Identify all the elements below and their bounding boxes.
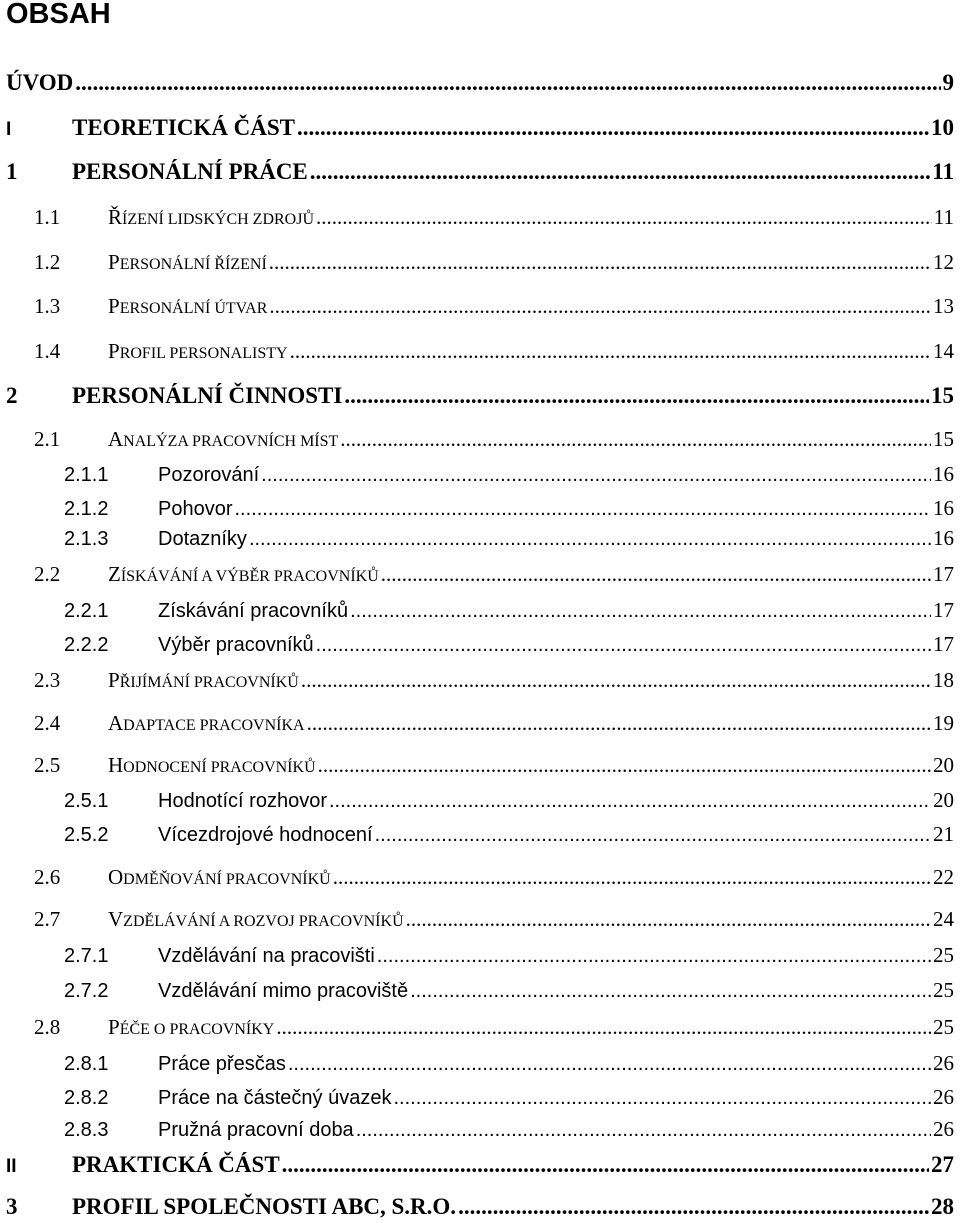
toc-entry-page-number: 10 xyxy=(931,115,954,140)
toc-entry-number: 2.8.1 xyxy=(64,1053,109,1075)
toc-entry[interactable] xyxy=(0,459,960,489)
toc-entry-title-initial: O xyxy=(108,865,124,889)
toc-entry-page-number: 11 xyxy=(932,159,954,184)
toc-entry-number: II xyxy=(6,1156,17,1177)
toc-entry-title-initial: Ř xyxy=(108,205,123,229)
toc-entry-title xyxy=(108,291,267,324)
toc-entry-title-initial: H xyxy=(108,753,124,777)
dot-leader xyxy=(333,862,931,892)
dot-leader xyxy=(406,904,931,934)
toc-entry-page-number: 11 xyxy=(933,205,954,229)
dot-leader xyxy=(316,630,931,660)
toc-entry-title-initial: P xyxy=(108,1015,120,1039)
dot-leader xyxy=(356,1115,931,1145)
toc-entry-title xyxy=(108,336,288,369)
toc-entry-number: 1.4 xyxy=(34,339,61,363)
toc-entry-page-number: 15 xyxy=(933,427,954,451)
dot-leader xyxy=(301,665,931,695)
toc-entry-number: 2.8.2 xyxy=(64,1087,109,1109)
toc-entry[interactable] xyxy=(0,595,960,625)
toc-entry-number: 3 xyxy=(6,1194,18,1219)
toc-entry-number: 2.5.2 xyxy=(64,824,109,846)
dot-leader xyxy=(344,381,929,411)
toc-entry-number: 2 xyxy=(6,383,18,408)
dot-leader xyxy=(310,157,930,187)
dot-leader xyxy=(249,524,931,554)
toc-entry-title: Pružná pracovní doba xyxy=(158,1119,354,1141)
dot-leader xyxy=(377,941,931,971)
toc-entry-number: 2.6 xyxy=(34,865,61,889)
toc-entry-title: Pozorování xyxy=(158,464,260,486)
toc-entry-title xyxy=(108,750,316,783)
toc-entry[interactable] xyxy=(0,819,960,849)
toc-entry[interactable] xyxy=(0,665,960,695)
toc-entry[interactable] xyxy=(0,336,960,366)
toc-entry-page-number: 19 xyxy=(933,711,954,735)
dot-leader xyxy=(340,424,931,454)
toc-entry-number: 2.7.2 xyxy=(64,980,109,1002)
toc-entry[interactable] xyxy=(0,202,960,232)
dot-leader xyxy=(75,68,940,98)
toc-entry-page-number: 12 xyxy=(933,250,954,274)
toc-entry-title-rest: ERSONÁLNÍ ÚTVAR xyxy=(119,300,268,317)
toc-entry-title xyxy=(108,247,267,280)
toc-entry[interactable] xyxy=(0,291,960,321)
toc-entry-number: 2.2 xyxy=(34,562,61,586)
toc-entry-page-number: 25 xyxy=(933,1015,954,1039)
toc-entry[interactable] xyxy=(0,862,960,892)
toc-entry-page-number: 16 xyxy=(933,526,954,550)
dot-leader xyxy=(276,1012,931,1042)
toc-entry[interactable] xyxy=(0,1114,960,1144)
toc-entry-title: TEORETICKÁ ČÁST xyxy=(72,115,296,140)
toc-entry-number: 2.8 xyxy=(34,1015,61,1039)
toc-entry-title xyxy=(108,862,331,895)
toc-entry-number: 2.7.1 xyxy=(64,945,109,967)
toc-entry-number: 2.8.3 xyxy=(64,1119,109,1141)
toc-entry-title: Pohovor xyxy=(158,498,233,520)
dot-leader xyxy=(269,291,931,321)
toc-entry-title: Získávání pracovníků xyxy=(158,600,349,622)
toc-entry[interactable] xyxy=(0,1012,960,1042)
toc-entry[interactable] xyxy=(0,424,960,454)
toc-entry[interactable] xyxy=(0,1150,960,1180)
dot-leader xyxy=(329,786,931,816)
toc-entry-page-number: 26 xyxy=(933,1085,954,1109)
toc-entry-title-rest: ERSONÁLNÍ ŘÍZENÍ xyxy=(119,256,267,273)
toc-entry-title-initial: A xyxy=(108,427,124,451)
toc-entry-number: 1.1 xyxy=(34,205,61,229)
toc-entry-title-rest: ÍSKÁVÁNÍ A VÝBĚR PRACOVNÍKŮ xyxy=(120,568,379,585)
toc-entry[interactable] xyxy=(0,493,960,523)
toc-entry-title xyxy=(108,202,314,235)
toc-entry[interactable] xyxy=(0,785,960,815)
toc-entry-number: 2.2.2 xyxy=(64,634,109,656)
toc-entry-page-number: 15 xyxy=(931,383,954,408)
toc-entry-number: 2.1.1 xyxy=(64,464,109,486)
toc-entry-title xyxy=(108,904,404,937)
toc-entry-title xyxy=(108,1012,274,1045)
toc-entry-title: Vícezdrojové hodnocení xyxy=(158,824,373,846)
toc-entry-page-number: 13 xyxy=(933,294,954,318)
toc-entry-number: 2.2.1 xyxy=(64,600,109,622)
toc-entry-title-rest: ROFIL PERSONALISTY xyxy=(119,345,288,362)
toc-entry-title-rest: ODNOCENÍ PRACOVNÍKŮ xyxy=(123,759,316,776)
toc-entry-page-number: 27 xyxy=(931,1152,954,1177)
toc-entry-page-number: 16 xyxy=(933,496,954,520)
toc-entry-title: Vzdělávání na pracovišti xyxy=(158,945,375,967)
dot-leader xyxy=(290,336,931,366)
toc-entry-page-number: 24 xyxy=(933,907,954,931)
toc-entry[interactable] xyxy=(0,68,960,98)
toc-entry-title-rest: DAPTACE PRACOVNÍKA xyxy=(123,717,305,734)
toc-entry-page-number: 28 xyxy=(931,1194,954,1219)
toc-entry-page-number: 14 xyxy=(933,339,954,363)
toc-entry[interactable] xyxy=(0,523,960,553)
toc-entry-title-rest: DMĚŇOVÁNÍ PRACOVNÍKŮ xyxy=(123,871,331,888)
dot-leader xyxy=(316,202,932,232)
dot-leader xyxy=(375,820,931,850)
toc-entry-number: 1 xyxy=(6,159,18,184)
toc-entry[interactable] xyxy=(0,629,960,659)
toc-entry-page-number: 18 xyxy=(933,668,954,692)
toc-entry-title: Hodnotící rozhovor xyxy=(158,790,327,812)
toc-entry-number: 2.5 xyxy=(34,753,61,777)
toc-entry-title: Výběr pracovníků xyxy=(158,634,314,656)
dot-leader xyxy=(307,708,931,738)
dot-leader xyxy=(410,976,931,1006)
dot-leader xyxy=(458,1192,929,1222)
toc-entry-number: 1.3 xyxy=(34,294,61,318)
toc-entry[interactable] xyxy=(0,559,960,589)
toc-entry-page-number: 26 xyxy=(933,1051,954,1075)
toc-entry[interactable] xyxy=(0,381,960,411)
toc-entry[interactable] xyxy=(0,1048,960,1078)
toc-entry-title-rest: ÉČE O PRACOVNÍKY xyxy=(119,1021,275,1038)
dot-leader xyxy=(297,113,929,143)
page-title: OBSAH xyxy=(6,0,111,30)
toc-entry-page-number: 21 xyxy=(933,822,954,846)
toc-entry[interactable] xyxy=(0,750,960,780)
toc-entry-number: 2.5.1 xyxy=(64,790,109,812)
toc-entry-number: 1.2 xyxy=(34,250,61,274)
toc-entry-page-number: 17 xyxy=(933,632,954,656)
toc-entry-title: PERSONÁLNÍ ČINNOSTI xyxy=(72,383,343,408)
dot-leader xyxy=(318,750,931,780)
toc-entry[interactable] xyxy=(0,975,960,1005)
toc-entry-number: 2.1.2 xyxy=(64,498,109,520)
dot-leader xyxy=(261,460,931,490)
toc-entry-title-rest: ZDĚLÁVÁNÍ A ROZVOJ PRACOVNÍKŮ xyxy=(123,913,404,930)
toc-entry-title-initial: A xyxy=(108,711,124,735)
dot-leader xyxy=(269,247,931,277)
dot-leader xyxy=(282,1150,929,1180)
toc-entry-title: Práce na částečný úvazek xyxy=(158,1087,392,1109)
toc-entry-page-number: 25 xyxy=(933,943,954,967)
toc-entry-page-number: 20 xyxy=(933,788,954,812)
toc-entry-title: Dotazníky xyxy=(158,528,247,550)
dot-leader xyxy=(235,494,932,524)
toc-entry-title-initial: P xyxy=(108,294,120,318)
dot-leader xyxy=(350,596,931,626)
toc-entry-page-number: 17 xyxy=(933,598,954,622)
toc-entry-title: ÚVOD xyxy=(6,70,74,95)
toc-entry-title: Vzdělávání mimo pracoviště xyxy=(158,980,409,1002)
toc-entry[interactable] xyxy=(0,247,960,277)
dot-leader xyxy=(393,1083,931,1113)
toc-entry[interactable] xyxy=(0,904,960,934)
toc-entry-page-number: 25 xyxy=(933,978,954,1002)
toc-entry-title-rest: NALÝZA PRACOVNÍCH MÍST xyxy=(123,433,339,450)
toc-entry-title: PROFIL SPOLEČNOSTI ABC, S.R.O. xyxy=(72,1194,457,1219)
toc-entry[interactable] xyxy=(0,157,960,187)
toc-entry-page-number: 17 xyxy=(933,562,954,586)
toc-entry-title-initial: P xyxy=(108,339,120,363)
toc-entry-title: PERSONÁLNÍ PRÁCE xyxy=(72,159,308,184)
toc-entry-page-number: 26 xyxy=(933,1117,954,1141)
toc-entry-number: 2.1 xyxy=(34,427,61,451)
toc-entry-title-rest: ŘIJÍMÁNÍ PRACOVNÍKŮ xyxy=(119,674,299,691)
toc-entry-number: 2.7 xyxy=(34,907,61,931)
toc-entry-title-rest: ÍZENÍ LIDSKÝCH ZDROJŮ xyxy=(122,211,314,228)
toc-entry[interactable] xyxy=(0,113,960,143)
toc-entry-number: 2.4 xyxy=(34,711,61,735)
toc-entry-number: 2.1.3 xyxy=(64,528,109,550)
toc-entry-page-number: 16 xyxy=(933,462,954,486)
toc-entry-title xyxy=(108,559,379,592)
toc-entry[interactable] xyxy=(0,940,960,970)
toc-entry[interactable] xyxy=(0,708,960,738)
dot-leader xyxy=(288,1049,931,1079)
toc-entry-title-initial: V xyxy=(108,907,124,931)
toc-entry-title-initial: P xyxy=(108,668,120,692)
toc-entry[interactable] xyxy=(0,1192,960,1222)
toc-entry-page-number: 22 xyxy=(933,865,954,889)
toc-entry-title xyxy=(108,708,305,741)
toc-entry-title xyxy=(108,424,338,457)
toc-entry-number: I xyxy=(6,119,12,140)
dot-leader xyxy=(381,559,931,589)
toc-entry-page-number: 20 xyxy=(933,753,954,777)
toc-entry-page-number: 9 xyxy=(942,70,954,95)
toc-entry-title: Práce přesčas xyxy=(158,1053,286,1075)
toc-entry-title-initial: P xyxy=(108,250,120,274)
toc-entry-title: PRAKTICKÁ ČÁST xyxy=(72,1152,280,1177)
toc-entry-title-initial: Z xyxy=(108,562,121,586)
toc-entry[interactable] xyxy=(0,1082,960,1112)
toc-entry-number: 2.3 xyxy=(34,668,61,692)
toc-entry-title xyxy=(108,665,299,698)
